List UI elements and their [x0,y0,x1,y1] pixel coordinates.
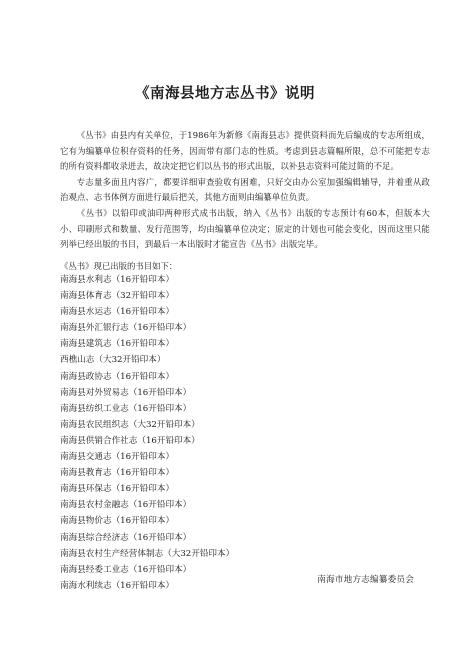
book-list-item: 南海县交通志（16开铅印本） [60,452,175,463]
signature: 南海市地方志编纂委员会 [317,575,414,585]
book-list-item: 南海县对外贸易志（16开铅印本） [60,387,192,398]
book-list-item: 南海县农民组织志（大32开铅印本） [60,419,200,430]
book-list-item: 南海水利续志（16开铅印本） [60,580,175,591]
book-list-item: 南海县外汇银行志（16开铅印本） [60,323,192,334]
book-list-item: 南海县物价志（16开铅印本） [60,516,175,527]
document-title: 《南海县地方志丛书》说明 [135,86,315,102]
book-list-item: 南海县政协志（16开铅印本） [60,371,175,382]
book-list-item: 南海县建筑志（16开铅印本） [60,339,175,350]
book-list-intro: 《丛书》现已出版的书目如下： [60,261,178,271]
book-list-item: 南海县环保志（16开铅印本） [60,484,175,495]
paragraph: 《丛书》以铅印或油印两种形式成书出版，纳入《丛书》出版的专志预计有60本，但版本大小、印刷形式和数量、发行范围等，均由编纂单位决定；原定的计划也可能会变化，因而这里只能列举已经出版的书目，到最后一本出版时才能宣告《丛书》出版完毕。 [60,207,430,250]
book-list-item: 南海县水利志（16开铅印本） [60,275,175,285]
book-list-item: 南海县教育志（16开铅印本） [60,468,175,479]
book-list-item: 西樵山志（大32开铅印本） [60,355,166,366]
book-list-item: 南海县供销合作社志（16开铅印本） [60,435,200,446]
book-list-item: 南海县农村生产经营体制志（大32开铅印本） [60,548,235,559]
book-list-item: 南海县体育志（32开铅印本） [60,291,175,302]
paragraph: 专志量多面且内容广，都要详细审查验收有困难，只好交由办公室加强编辑辅导，并着重从政治观点、志书体例方面进行最后把关，其他方面则由编纂单位负责。 [60,176,430,203]
paragraph: 《丛书》由县内有关单位，于1986年为新修《南海县志》提供资料而先后编成的专志所组成，它有为编纂单位积存资料的任务，因而带有部门志的性质。考虑到县志篇幅所限，总不可能把专志的所有资料都收录进去，故决定把它们以丛书的形式出版，以补县志资料可能过简的不足。 [60,130,430,172]
book-list-item: 南海县纺织工业志（16开铅印本） [60,403,192,414]
book-list-item: 南海县综合经济志（16开铅印本） [60,532,192,543]
book-list-item: 南海县经委工业志（16开铅印本） [60,564,192,575]
book-list-item: 南海县农村金融志（16开铅印本） [60,500,192,511]
document-body [60,128,430,253]
book-list-item: 南海县水运志（16开铅印本） [60,307,175,318]
book-list [60,272,234,594]
